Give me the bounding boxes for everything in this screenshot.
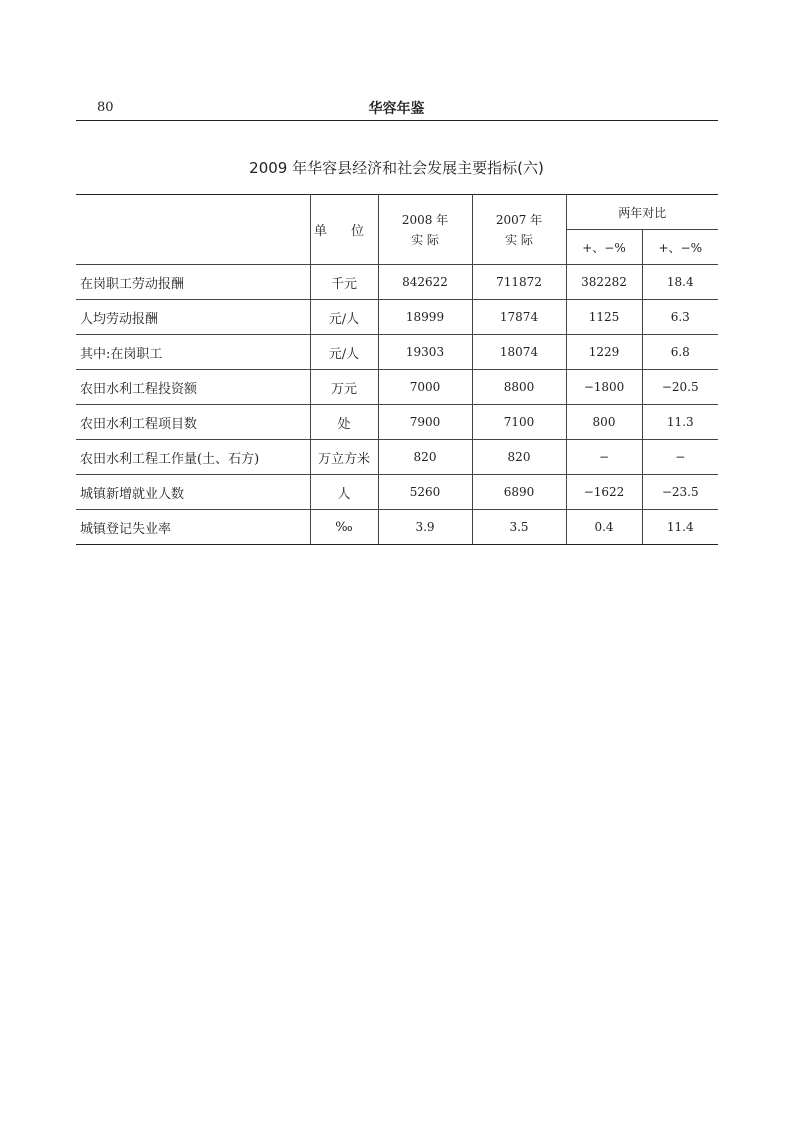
row-unit: 处 [310, 405, 378, 440]
row-unit: 千元 [310, 265, 378, 300]
col-2007-header [472, 195, 566, 265]
row-2007: 6890 [472, 475, 566, 510]
row-name: 农田水利工程工作量(土、石方) [76, 440, 310, 475]
col-2007-sub: 实 际 [505, 232, 533, 247]
compare-sub-2: +、−% [642, 230, 718, 265]
row-2007: 7100 [472, 405, 566, 440]
row-pct: 6.8 [642, 335, 718, 370]
col-2008-sub: 实 际 [411, 232, 439, 247]
row-unit: 人 [310, 475, 378, 510]
row-2008: 3.9 [378, 510, 472, 545]
page-number: 80 [97, 100, 114, 115]
table-row [76, 405, 718, 440]
row-2007: 820 [472, 440, 566, 475]
row-diff: −1800 [566, 370, 642, 405]
table-row [76, 265, 718, 300]
indicator-header [76, 195, 310, 265]
row-pct: −23.5 [642, 475, 718, 510]
table-row [76, 475, 718, 510]
row-name: 其中:在岗职工 [76, 335, 310, 370]
row-2008: 842622 [378, 265, 472, 300]
row-pct: − [642, 440, 718, 475]
row-2008: 19303 [378, 335, 472, 370]
table-row [76, 510, 718, 545]
row-pct: 11.3 [642, 405, 718, 440]
row-2008: 7900 [378, 405, 472, 440]
col-2008-year: 2008 年 [401, 212, 449, 227]
row-pct: 11.4 [642, 510, 718, 545]
row-name: 城镇登记失业率 [76, 510, 310, 545]
row-diff: 1125 [566, 300, 642, 335]
row-diff: − [566, 440, 642, 475]
table-row [76, 300, 718, 335]
header-rule [76, 120, 718, 121]
row-diff: 382282 [566, 265, 642, 300]
row-diff: 800 [566, 405, 642, 440]
col-2008-header [378, 195, 472, 265]
row-2007: 3.5 [472, 510, 566, 545]
header-row-1 [76, 195, 718, 230]
row-name: 人均劳动报酬 [76, 300, 310, 335]
row-unit: 万立方米 [310, 440, 378, 475]
row-2008: 5260 [378, 475, 472, 510]
table-row [76, 370, 718, 405]
row-2008: 18999 [378, 300, 472, 335]
row-diff: −1622 [566, 475, 642, 510]
row-name: 在岗职工劳动报酬 [76, 265, 310, 300]
compare-header: 两年对比 [566, 195, 718, 230]
row-unit: 元/人 [310, 300, 378, 335]
book-title: 华容年鉴 [368, 101, 425, 117]
row-2007: 711872 [472, 265, 566, 300]
row-diff: 1229 [566, 335, 642, 370]
row-name: 农田水利工程投资额 [76, 370, 310, 405]
indicators-table [76, 194, 718, 545]
compare-sub-1: +、−% [566, 230, 642, 265]
row-diff: 0.4 [566, 510, 642, 545]
row-2007: 18074 [472, 335, 566, 370]
row-2007: 17874 [472, 300, 566, 335]
row-name: 城镇新增就业人数 [76, 475, 310, 510]
row-pct: 6.3 [642, 300, 718, 335]
row-unit: ‰ [310, 510, 378, 545]
unit-header-label: 单 位 [313, 224, 375, 239]
table-row [76, 440, 718, 475]
row-name: 农田水利工程项目数 [76, 405, 310, 440]
row-unit: 万元 [310, 370, 378, 405]
col-2007-year: 2007 年 [495, 212, 543, 227]
row-2008: 7000 [378, 370, 472, 405]
row-pct: 18.4 [642, 265, 718, 300]
unit-header [310, 195, 378, 265]
row-pct: −20.5 [642, 370, 718, 405]
row-unit: 元/人 [310, 335, 378, 370]
table-title: 2009 年华容县经济和社会发展主要指标(六) [249, 159, 544, 177]
row-2008: 820 [378, 440, 472, 475]
table-row [76, 335, 718, 370]
row-2007: 8800 [472, 370, 566, 405]
